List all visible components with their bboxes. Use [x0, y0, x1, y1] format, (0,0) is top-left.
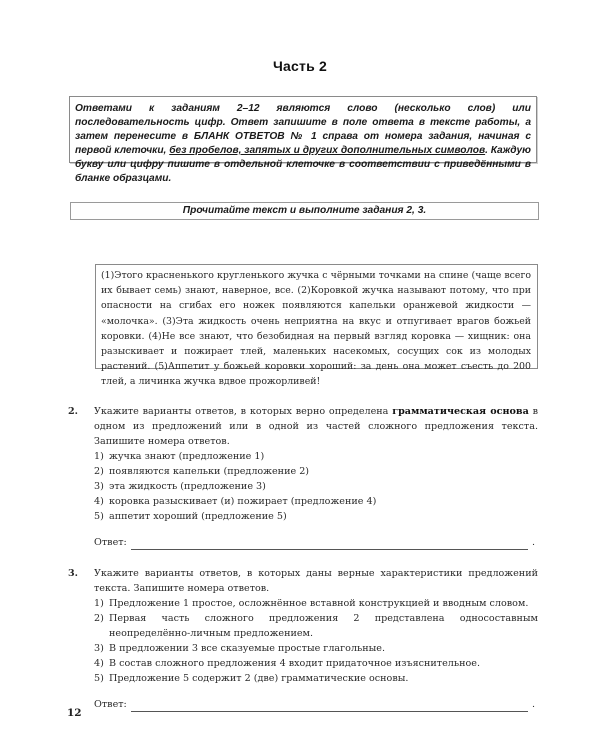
instructions-box	[69, 96, 537, 184]
answer-row	[94, 697, 538, 712]
answer-end-dot: .	[532, 537, 536, 548]
option-number: 2)	[94, 466, 104, 477]
part-title: Часть 2	[273, 58, 327, 74]
page-number: 12	[67, 707, 82, 719]
instructions-underlined: без пробелов, запятых и других дополнительных символов	[169, 145, 486, 156]
answer-label: Ответ:	[94, 537, 127, 548]
option-number: 5)	[94, 511, 104, 522]
task-prompt-bold: грамматическая основа	[392, 406, 529, 417]
option-number: 5)	[94, 673, 104, 684]
option-number: 4)	[94, 658, 104, 669]
option-text: В состав сложного предложения 4 входит придаточное изъяснительное.	[109, 658, 480, 669]
option-number: 3)	[94, 481, 104, 492]
option-text: Первая часть сложного предложения 2 представлена односоставным неопределённо-личным предложением.	[109, 613, 538, 639]
answer-field[interactable]	[131, 537, 528, 550]
task-prompt-text-end: в одном из предложений или в одной из частей сложного предложения текста. Запишите номера ответов.	[94, 406, 539, 447]
option-number: 1)	[94, 451, 104, 462]
task-prompt	[94, 404, 538, 449]
option-item	[94, 671, 538, 686]
option-text: коровка разыскивает (и) пожирает (предложение 4)	[109, 496, 377, 507]
option-number: 1)	[94, 598, 104, 609]
task-prompt-text: Укажите варианты ответов, в которых верно определена	[94, 406, 393, 417]
option-item	[94, 464, 538, 479]
option-text: Предложение 5 содержит 2 (две) грамматические основы.	[109, 673, 409, 684]
task-number: 2.	[68, 406, 79, 417]
option-item	[94, 509, 538, 524]
instructions-text-end: . Каждую букву или цифру пишите в отдельной клеточке в соответствии с приведёнными в бланке образцами.	[75, 145, 531, 184]
answer-label: Ответ:	[94, 699, 127, 710]
answer-end-dot: .	[532, 699, 536, 710]
task-2	[68, 404, 538, 550]
instructions-text: Ответами к заданиям 2–12 являются слово (несколько слов) или последовательность цифр. Ответ запишите в поле ответа в тексте работы, а затем перенесите в БЛАНК ОТВЕТОВ № 1 справа от номера задания, начиная с первой клеточки,	[75, 103, 531, 156]
option-text: аппетит хороший (предложение 5)	[109, 511, 287, 522]
option-number: 2)	[94, 613, 104, 624]
option-number: 3)	[94, 643, 104, 654]
options-list	[94, 449, 538, 524]
read-prompt-box: Прочитайте текст и выполните задания 2, 3.	[70, 202, 539, 220]
option-item	[94, 449, 538, 464]
option-item	[94, 479, 538, 494]
option-number: 4)	[94, 496, 104, 507]
task-prompt-text: Укажите варианты ответов, в которых даны верные характеристики предложений текста. Запишите номера ответов.	[94, 568, 538, 594]
options-list	[94, 596, 538, 686]
task-number: 3.	[68, 568, 79, 579]
option-item	[94, 494, 538, 509]
option-text: В предложении 3 все сказуемые простые глагольные.	[109, 643, 386, 654]
option-item	[94, 611, 538, 641]
answer-row	[94, 535, 538, 550]
task-prompt	[94, 566, 538, 596]
option-text: жучка знают (предложение 1)	[109, 451, 265, 462]
reading-text-box: (1)Этого красненького кругленького жучка с чёрными точками на спине (чаще всего их бывает семь) знают, наверное, все. (2)Коровкой жучка называют потому, что при опасности на сгибах его ножек появляются капельки оранжевой жидкости — «молочка». (3)Эта жидкость очень неприятна на вкус и отпугивает врагов божьей коровки. (4)Не все знают, что безобидная на первый взгляд коровка — хищник: она разыскивает и пожирает тлей, маленьких насекомых, сосущих сок из молодых растений. (5)Аппетит у божьей коровки хороший: за день она может съесть до 200 тлей, а личинка жучка вдвое прожорливей!	[95, 264, 538, 369]
option-item	[94, 596, 538, 611]
task-3	[68, 566, 538, 712]
option-item	[94, 656, 538, 671]
answer-field[interactable]	[131, 699, 528, 712]
option-text: появляются капельки (предложение 2)	[109, 466, 310, 477]
option-text: Предложение 1 простое, осложнённое вставной конструкцией и вводным словом.	[109, 598, 529, 609]
option-text: эта жидкость (предложение 3)	[109, 481, 266, 492]
option-item	[94, 641, 538, 656]
